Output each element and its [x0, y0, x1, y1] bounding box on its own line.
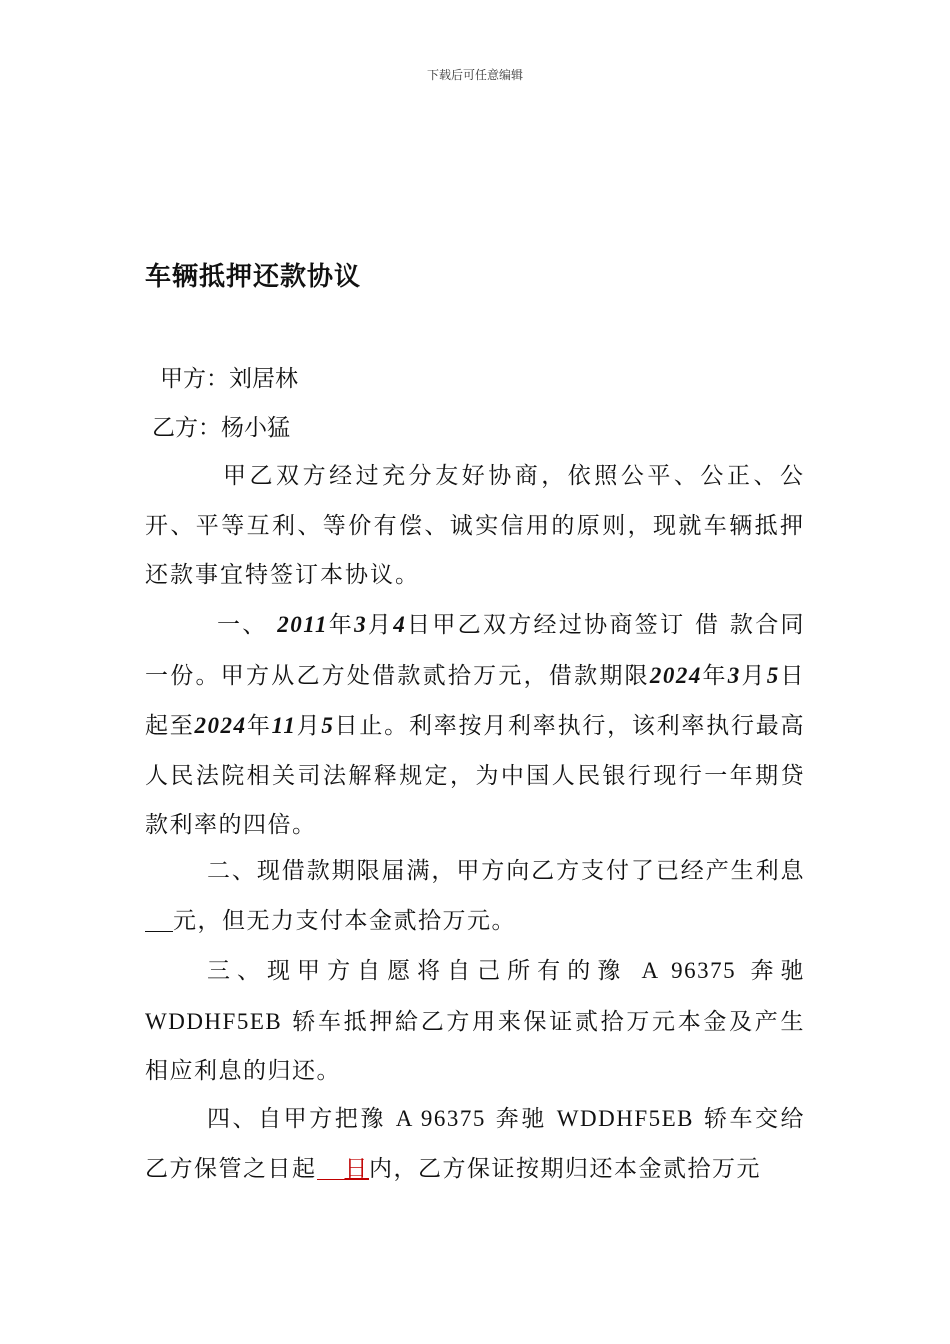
clause-4	[145, 1094, 805, 1194]
document-title: 车辆抵押还款协议	[145, 262, 362, 292]
clause-1-text: 日甲乙双方经过协商签订 借 款合同一份。甲方从乙方处借款贰拾万元，借款期限	[145, 612, 806, 689]
license-plate: A 96375	[641, 958, 737, 983]
clause-1-year-3: 2024	[194, 713, 247, 738]
interest-amount-blank[interactable]	[145, 908, 173, 932]
clause-1-month-1: 3	[354, 612, 368, 637]
clause-2-text-after: 元，但无力支付本金贰拾万元。	[173, 907, 516, 934]
clause-3-text: 奔驰	[750, 958, 805, 984]
clause-1-day-1: 4	[393, 612, 407, 637]
clause-1-year-1: 2011	[277, 612, 328, 637]
clause-2-text-before: 二、现借款期限届满，甲方向乙方支付了已经产生利息	[207, 858, 805, 884]
clause-1-text: 年	[246, 713, 272, 739]
clause-1-day-3: 5	[321, 713, 335, 738]
day-unit: 日	[344, 1155, 369, 1182]
clause-1-month-3: 11	[271, 713, 297, 738]
clause-3-text: 轿车抵押給乙方用来保证贰拾万元本金及产生相应利息的归还。	[145, 1008, 806, 1084]
license-plate: A 96375	[395, 1106, 486, 1131]
clause-1-month-2: 3	[727, 662, 741, 688]
clause-1	[145, 600, 805, 851]
clause-1-text: 月	[740, 662, 767, 689]
party-b: 乙方：杨小猛	[152, 415, 290, 441]
clause-2	[145, 847, 805, 946]
party-a: 甲方：刘居林	[160, 366, 298, 392]
clause-1-day-2: 5	[766, 662, 780, 688]
days-blank[interactable]	[317, 1156, 345, 1180]
intro-paragraph: 甲乙双方经过充分友好协商，依照公平、公正、公开、平等互利、等价有偿、诚实信用的原则，现就车辆抵押还款事宜特签订本协议。	[145, 463, 805, 588]
clause-1-year-2: 2024	[649, 662, 702, 688]
vehicle-model: WDDHF5EB	[145, 1008, 283, 1034]
clause-4-text: 四、自甲方把豫	[207, 1106, 386, 1132]
clause-4-text: 轿车交给乙方保管之日起	[145, 1106, 806, 1182]
clause-3	[145, 946, 805, 1097]
clause-1-text: 日起至	[145, 662, 806, 739]
clause-1-text: 年	[327, 612, 355, 638]
clause-3-text: 三、现甲方自愿将自己所有的豫	[207, 958, 628, 984]
clause-1-prefix: 一、	[217, 612, 278, 638]
clause-1-text: 月	[367, 612, 394, 638]
page-header-note: 下载后可任意编辑	[426, 68, 523, 82]
clause-1-text: 日止。利率按月利率执行，该利率执行最高人民法院相关司法解释规定，为中国人民银行现行一年期贷款利率的四倍。	[145, 713, 806, 838]
clause-4-text: 奔驰	[495, 1106, 547, 1132]
clause-1-text: 月	[296, 713, 322, 739]
vehicle-model: WDDHF5EB	[556, 1106, 695, 1131]
clause-4-text: 内，乙方保证按期归还本金贰拾万元	[369, 1155, 761, 1182]
clause-1-text: 年	[701, 662, 728, 689]
